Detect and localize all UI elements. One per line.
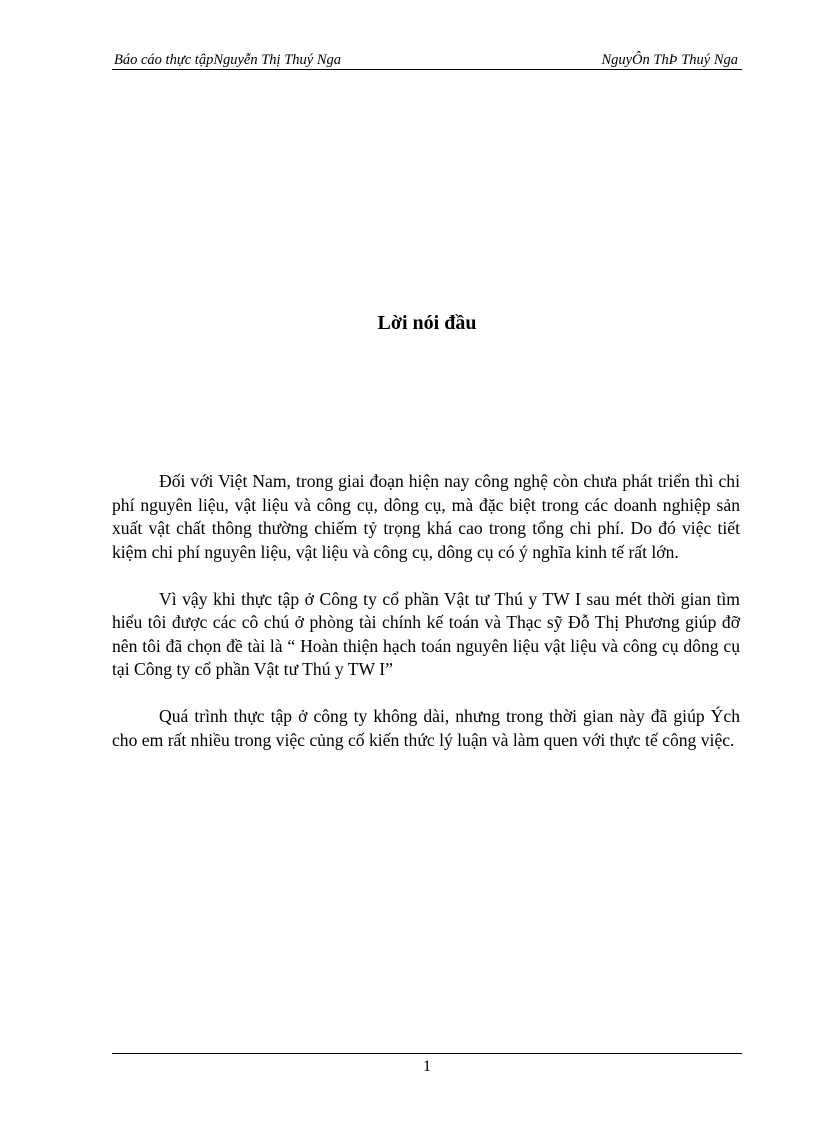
paragraph-1: Đối với Việt Nam, trong giai đoạn hiện nay công nghệ còn chưa phát triển thì chi phí nguyên liệu, vật liệu và công cụ, dông cụ, mà đặc biệt trong các doanh nghiệp sản xuất vật chất thông thường chiếm tỷ trọng khá cao trong tổng chi phí. Do đó việc tiết kiệm chi phí nguyên liệu, vật liệu và công cụ, dông cụ có ý nghĩa kinh tế rất lớn. <box>112 471 740 562</box>
page-number: 1 <box>423 1058 431 1075</box>
paragraph-3: Quá trình thực tập ở công ty không dài, nhưng trong thời gian này đã giúp Ých cho em rất nhiều trong việc củng cố kiến thức lý luận và làm quen với thực tế công việc. <box>112 706 740 750</box>
page-header <box>112 51 742 70</box>
header-right-text: NguyÔn ThÞ Thuý Nga <box>601 52 738 68</box>
footer-divider <box>112 1053 742 1054</box>
header-left-text: Báo cáo thực tậpNguyễn Thị Thuý Nga <box>114 52 342 68</box>
document-title: Lời nói đầu <box>377 312 477 334</box>
document-body <box>112 470 740 776</box>
paragraph-2: Vì vậy khi thực tập ở Công ty cổ phần Vật tư Thú y TW I sau mét thời gian tìm hiểu tôi được các cô chú ở phòng tài chính kế toán và Thạc sỹ Đỗ Thị Phương giúp đỡ nên tôi đã chọn đề tài là “ Hoàn thiện hạch toán nguyên liệu vật liệu và công cụ dông cụ tại Công ty cổ phần Vật tư Thú y TW I” <box>112 588 740 679</box>
